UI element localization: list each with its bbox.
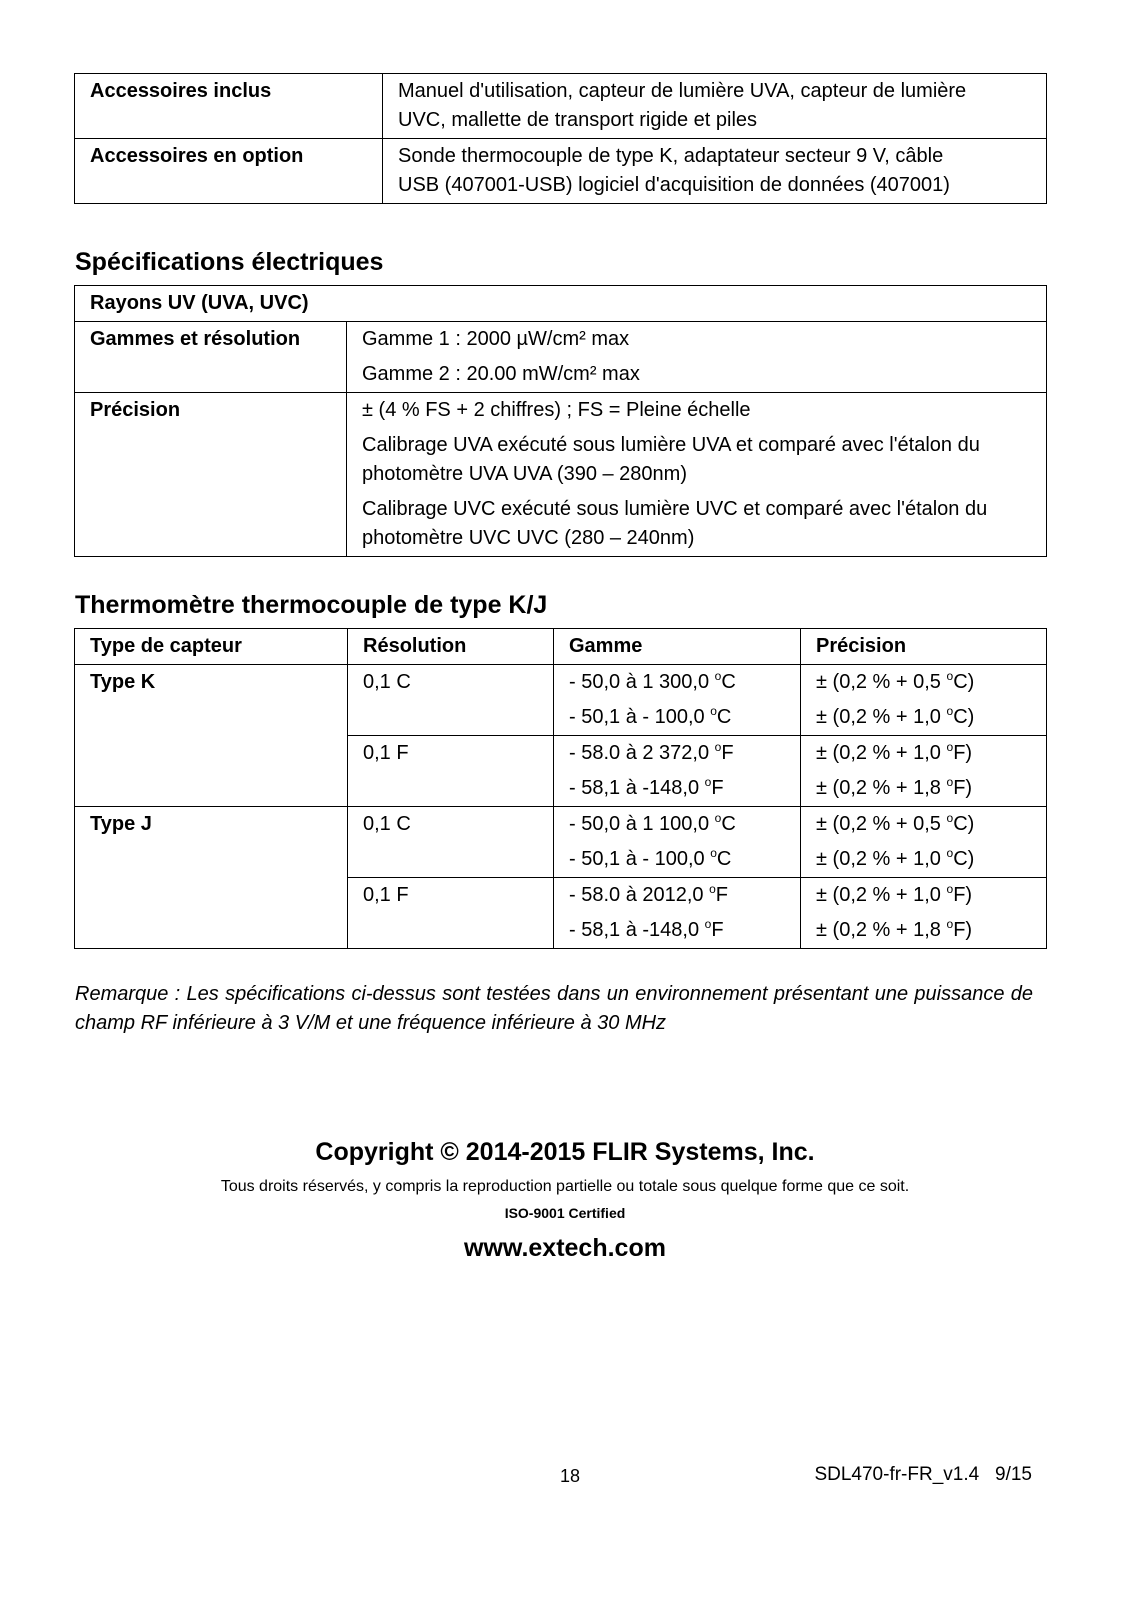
electrical-title: Spécifications électriques bbox=[75, 248, 384, 276]
precision-cell: ± (0,2 % + 0,5 $^o$C) ± (0,2 % + 1,0 $^o$C) bbox=[801, 665, 1047, 736]
accessories-included-value: Manuel d'utilisation, capteur de lumière UVA, capteur de lumière UVC, mallette de transport rigide et piles bbox=[383, 74, 1047, 139]
table-row bbox=[75, 139, 1047, 204]
ranges-value: Gamme 1 : 2000 µW/cm² max Gamme 2 : 20.00 mW/cm² max bbox=[347, 322, 1047, 393]
accessories-table bbox=[74, 73, 1047, 204]
precision-label: Précision bbox=[75, 393, 347, 557]
range-cell: - 50,0 à 1 100,0 $^o$C - 50,1 à - 100,0 $^o$C bbox=[554, 807, 801, 878]
ranges-label: Gammes et résolution bbox=[75, 322, 347, 393]
accessories-included-label: Accessoires inclus bbox=[75, 74, 383, 139]
table-header-row bbox=[75, 629, 1047, 665]
table-row bbox=[75, 286, 1047, 322]
precision-value: ± (4 % FS + 2 chiffres) ; FS = Pleine échelle Calibrage UVA exécuté sous lumière UVA et comparé avec l'étalon du photomètre UVA UVA (390 – 280nm) Calibrage UVC exécuté sous lumière UVC et comparé avec l'étalon du photomètre UVC UVC (280 – 240nm) bbox=[347, 393, 1047, 557]
table-row bbox=[75, 74, 1047, 139]
resolution-cell: 0,1 F bbox=[348, 878, 554, 949]
table-row bbox=[75, 665, 1047, 736]
range-cell: - 50,0 à 1 300,0 $^o$C - 50,1 à - 100,0 $^o$C bbox=[554, 665, 801, 736]
table-row bbox=[75, 393, 1047, 557]
website-link[interactable]: www.extech.com bbox=[464, 1234, 666, 1262]
range-cell: - 58.0 à 2 372,0 $^o$F - 58,1 à -148,0 $^o$F bbox=[554, 736, 801, 807]
header-resolution: Résolution bbox=[348, 629, 554, 665]
thermocouple-table bbox=[74, 628, 1047, 949]
accessories-optional-label: Accessoires en option bbox=[75, 139, 383, 204]
range-cell: - 58.0 à 2012,0 $^o$F - 58,1 à -148,0 $^o$F bbox=[554, 878, 801, 949]
precision-cell: ± (0,2 % + 0,5 $^o$C) ± (0,2 % + 1,0 $^o$C) bbox=[801, 807, 1047, 878]
header-precision: Précision bbox=[801, 629, 1047, 665]
precision-cell: ± (0,2 % + 1,0 $^o$F) ± (0,2 % + 1,8 $^o$F) bbox=[801, 878, 1047, 949]
resolution-cell: 0,1 C bbox=[348, 665, 554, 736]
doc-id: SDL470-fr-FR_v1.4 9/15 bbox=[814, 1464, 1032, 1485]
copyright-text: Copyright © 2014-2015 FLIR Systems, Inc. bbox=[315, 1138, 815, 1166]
rights-text: Tous droits réservés, y compris la reproduction partielle ou totale sous quelque forme que ce soit. bbox=[220, 1178, 910, 1195]
electrical-table bbox=[74, 285, 1047, 557]
page-number: 18 bbox=[559, 1466, 581, 1486]
type-j-label: Type J bbox=[75, 807, 348, 949]
type-k-label: Type K bbox=[75, 665, 348, 807]
table-row bbox=[75, 322, 1047, 393]
uv-header: Rayons UV (UVA, UVC) bbox=[75, 286, 1047, 322]
resolution-cell: 0,1 F bbox=[348, 736, 554, 807]
resolution-cell: 0,1 C bbox=[348, 807, 554, 878]
iso-text: ISO-9001 Certified bbox=[504, 1205, 626, 1221]
header-range: Gamme bbox=[554, 629, 801, 665]
precision-cell: ± (0,2 % + 1,0 $^o$F) ± (0,2 % + 1,8 $^o$F) bbox=[801, 736, 1047, 807]
thermo-title: Thermomètre thermocouple de type K/J bbox=[75, 591, 548, 619]
header-sensor-type: Type de capteur bbox=[75, 629, 348, 665]
table-row bbox=[75, 807, 1047, 878]
accessories-optional-value: Sonde thermocouple de type K, adaptateur secteur 9 V, câble USB (407001-USB) logiciel d'acquisition de données (407001) bbox=[383, 139, 1047, 204]
remark-text: Remarque : Les spécifications ci-dessus sont testées dans un environnement présentant une puissance de champ RF inférieure à 3 V/M et une fréquence inférieure à 30 MHz bbox=[75, 983, 1033, 1034]
